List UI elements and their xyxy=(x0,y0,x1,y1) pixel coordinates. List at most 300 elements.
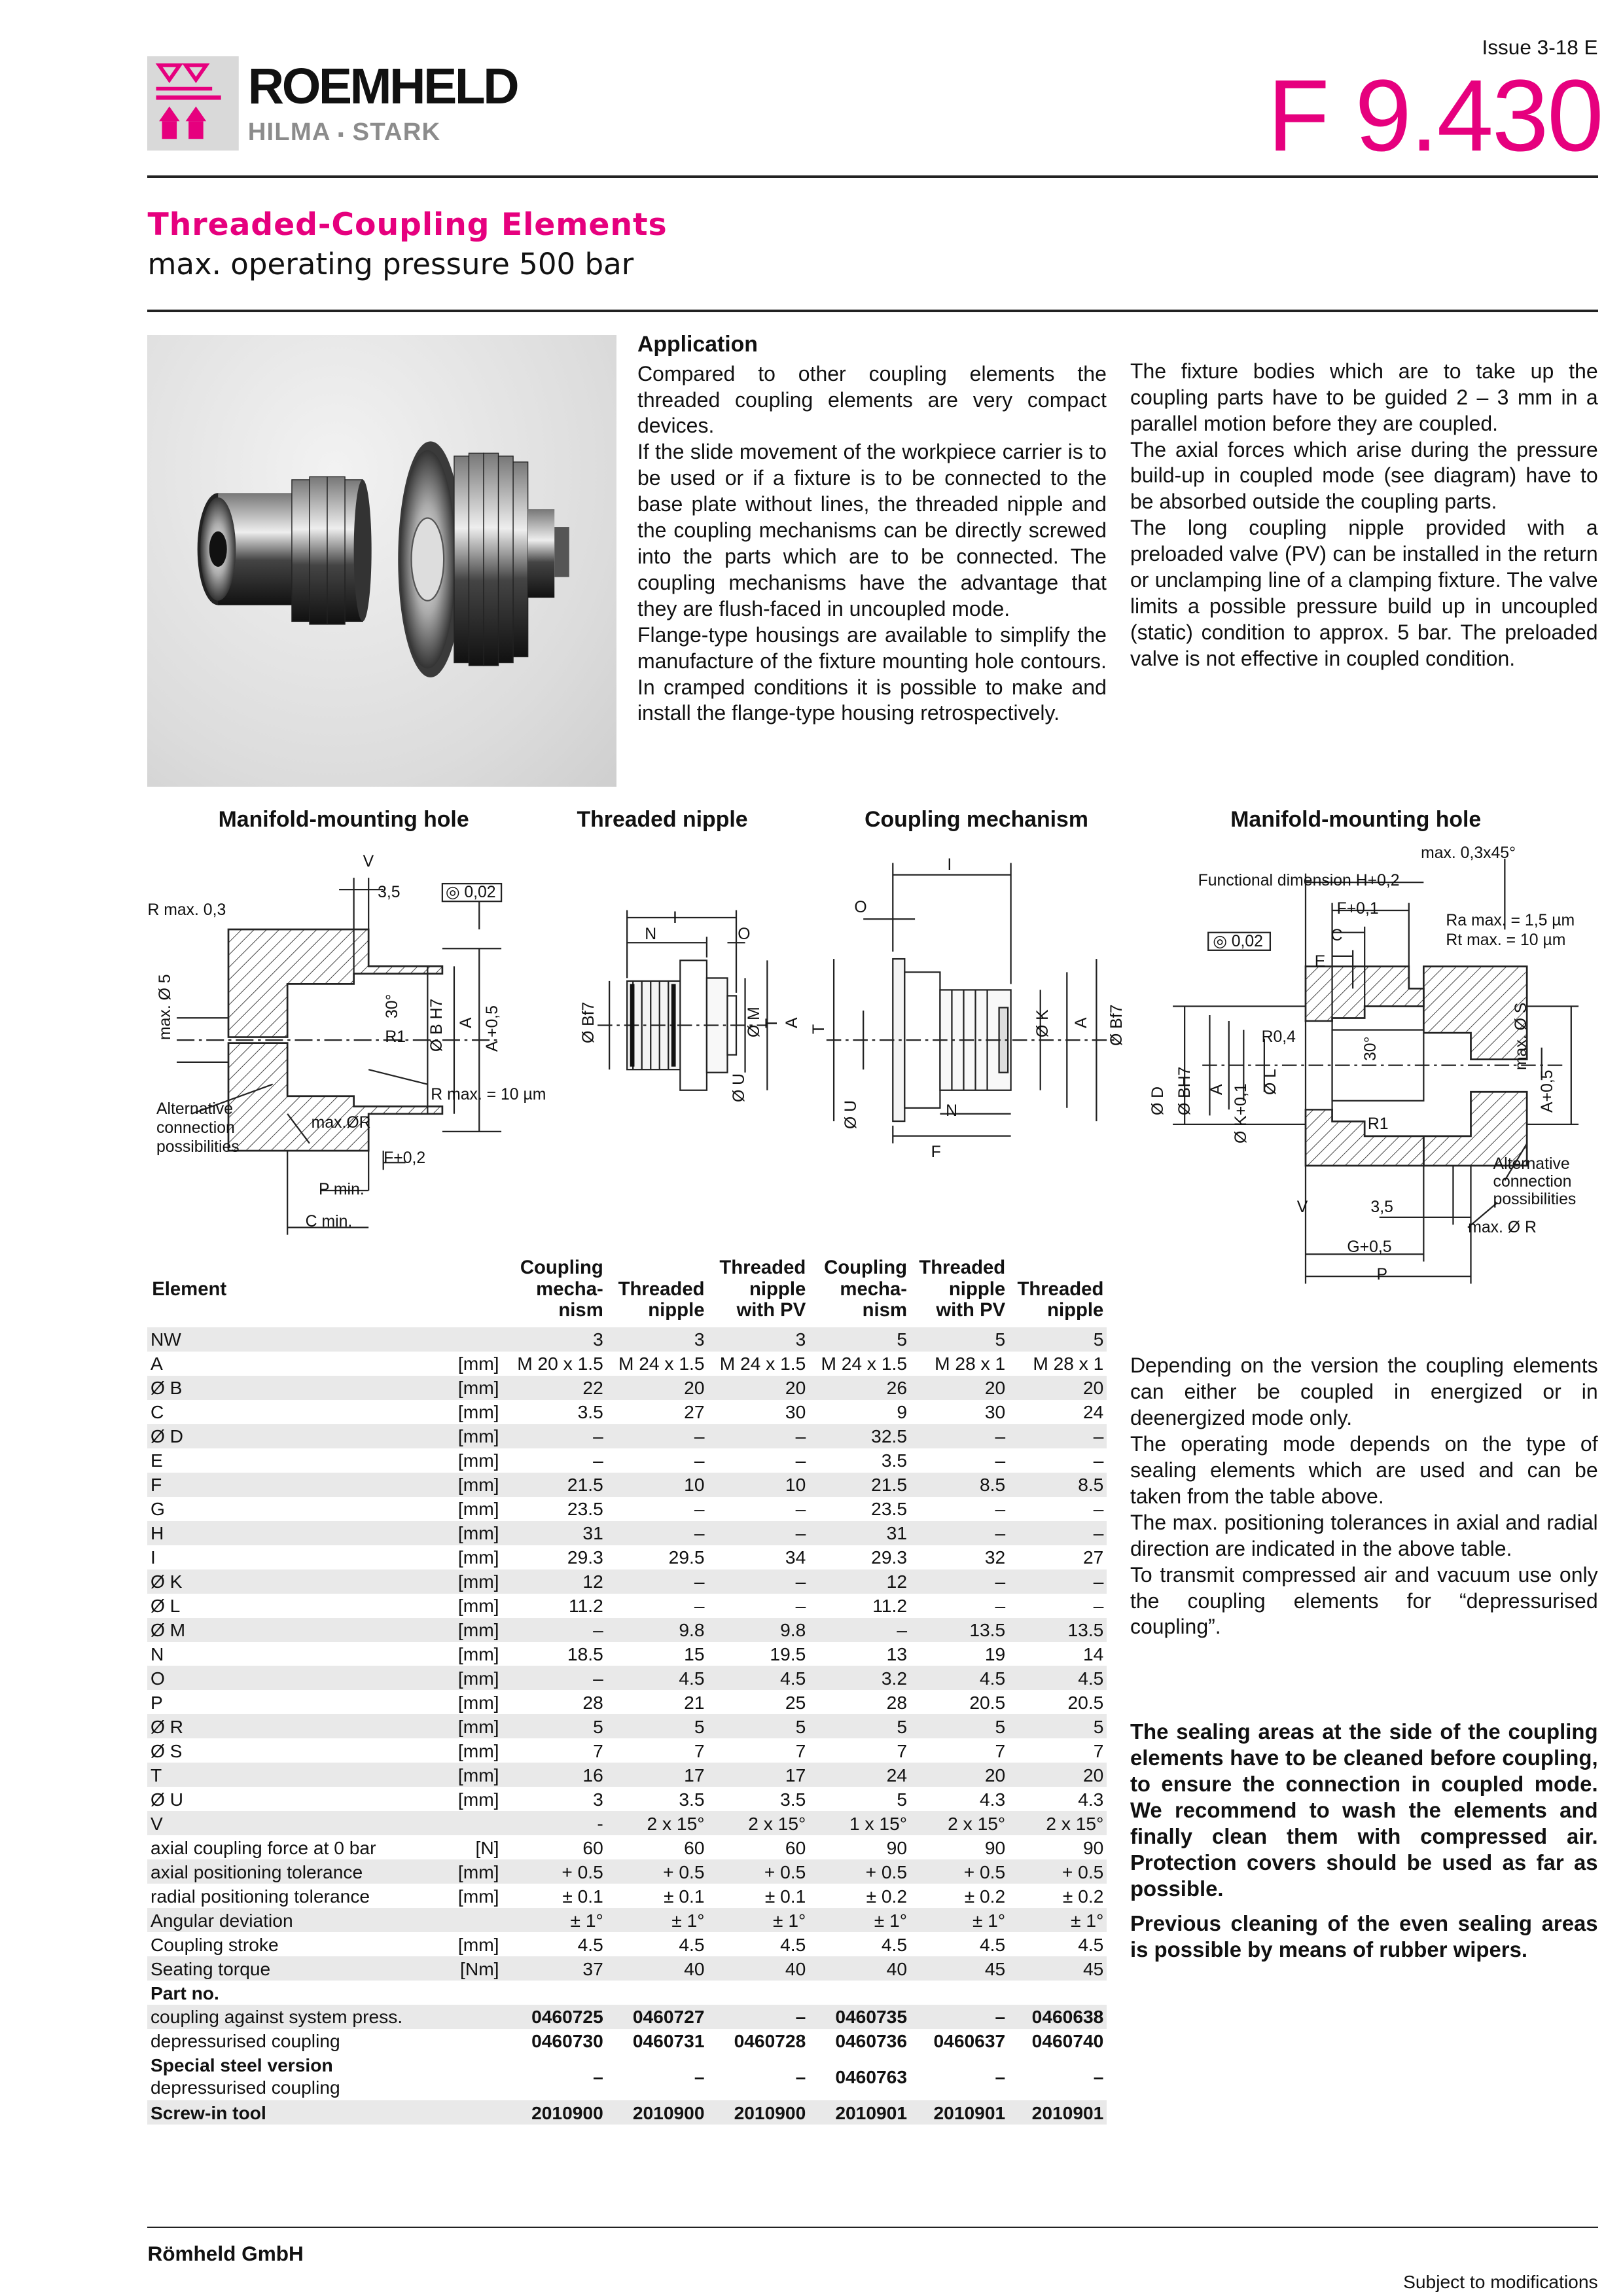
dim-e: E xyxy=(1314,953,1326,971)
table-cell: – xyxy=(606,1424,707,1448)
table-row xyxy=(147,1835,1106,1859)
table-cell: – xyxy=(694,1450,705,1471)
table-cell: 23.5 xyxy=(567,1498,603,1520)
dim-a: A xyxy=(457,1017,475,1029)
row-label: axial positioning tolerance xyxy=(147,1859,441,1884)
row-label: radial positioning tolerance xyxy=(150,1885,370,1907)
table-cell: 34 xyxy=(785,1547,806,1568)
table-row xyxy=(147,1811,1106,1835)
ra-max-label: Ra max. = 1,5 µm xyxy=(1446,912,1575,930)
dim-max-r: max.ØR xyxy=(311,1114,371,1132)
row-unit: [mm] xyxy=(457,1595,499,1616)
dim-d: Ø D xyxy=(1149,1086,1168,1116)
dim-n: N xyxy=(946,1102,958,1121)
table-cell: 22 xyxy=(505,1376,607,1400)
special-steel-sub: depressurised coupling xyxy=(150,2077,340,2098)
part-number-cell: 0460740 xyxy=(1031,2030,1104,2052)
tool-number-cell: 2010901 xyxy=(1008,2100,1107,2125)
table-cell: 31 xyxy=(505,1521,607,1545)
table-cell: – xyxy=(1008,1521,1107,1545)
table-cell: 27 xyxy=(684,1401,705,1423)
drawing-coupling-mechanism xyxy=(804,848,1144,1173)
dim-u: Ø U xyxy=(842,1100,861,1129)
table-row xyxy=(147,1690,1106,1714)
footer-company: Römheld GmbH xyxy=(147,2241,304,2265)
table-cell: – xyxy=(910,1521,1008,1545)
row-label: Ø K xyxy=(147,1570,441,1594)
dim-r1: R1 xyxy=(385,1028,406,1047)
table-cell: 45 xyxy=(1008,1956,1107,1981)
table-cell: 28 xyxy=(886,1691,908,1713)
row-label: O xyxy=(147,1666,441,1690)
table-cell: ± 0.2 xyxy=(1062,1885,1104,1907)
application-column-1 xyxy=(637,332,1107,726)
side-paragraph: The operating mode depends on the type of sealing elements which are used and can be taken from the table above. xyxy=(1130,1432,1598,1508)
part-number-cell: 0460728 xyxy=(734,2030,806,2052)
table-cell: – xyxy=(505,1618,607,1642)
logo xyxy=(147,56,590,151)
table-row xyxy=(147,1448,1106,1473)
row-unit: [mm] xyxy=(442,1473,505,1497)
table-cell: ± 1° xyxy=(606,1908,707,1932)
table-cell: 26 xyxy=(809,1376,910,1400)
table-cell: M 28 x 1 xyxy=(935,1353,1006,1374)
table-cell: – xyxy=(505,1666,607,1690)
page-subtitle: max. operating pressure 500 bar xyxy=(147,246,634,281)
part-number-cell: 0460730 xyxy=(531,2030,603,2052)
table-cell: – xyxy=(694,1595,705,1616)
row-unit: [mm] xyxy=(442,1666,505,1690)
table-cell: 20 xyxy=(910,1376,1008,1400)
row-unit: [mm] xyxy=(457,1498,499,1520)
dim-o: O xyxy=(738,925,751,943)
table-cell: – xyxy=(809,1618,910,1642)
row-unit: [mm] xyxy=(442,1859,505,1884)
row-unit: [Nm] xyxy=(442,1956,505,1981)
part-number-cell: – xyxy=(593,2066,603,2087)
table-cell: 7 xyxy=(593,1740,603,1761)
table-cell: 2 x 15° xyxy=(1008,1811,1107,1835)
application-paragraph: The axial forces which arise during the pressure build-up in coupled mode (see diagram) have to be absorbed outside the coupling parts. xyxy=(1130,437,1598,514)
table-cell: 4.3 xyxy=(1078,1788,1104,1810)
dim-n: N xyxy=(645,925,657,943)
table-cell: M 20 x 1.5 xyxy=(517,1353,603,1374)
table-cell: 10 xyxy=(606,1473,707,1497)
table-cell: 29.3 xyxy=(567,1547,603,1568)
row-unit: [mm] xyxy=(457,1788,499,1810)
row-label: N xyxy=(150,1643,164,1664)
table-cell: ± 0.2 xyxy=(866,1885,908,1907)
table-cell: + 0.5 xyxy=(606,1859,707,1884)
brand-sub-stark: STARK xyxy=(352,118,441,147)
dim-a: A xyxy=(1073,1017,1090,1029)
table-cell: 4.5 xyxy=(1078,1933,1104,1955)
table-cell: 10 xyxy=(707,1473,809,1497)
table-cell: M 24 x 1.5 xyxy=(618,1353,705,1374)
dim-k-plus-0-1: Ø K+0,1 xyxy=(1232,1083,1250,1144)
table-cell: 40 xyxy=(606,1956,707,1981)
table-cell: 1 x 15° xyxy=(809,1811,910,1835)
row-label: depressurised coupling xyxy=(150,2030,340,2052)
table-cell: 21.5 xyxy=(809,1473,910,1497)
table-cell: 8.5 xyxy=(1008,1473,1107,1497)
table-cell: 2 x 15° xyxy=(707,1811,809,1835)
dim-i: I xyxy=(673,908,677,927)
table-cell: 3.5 xyxy=(780,1788,806,1810)
drawing-manifold-right xyxy=(1143,841,1601,1291)
table-cell: ± 1° xyxy=(1008,1908,1107,1932)
table-cell: 3.5 xyxy=(679,1788,705,1810)
table-cell: ± 1° xyxy=(809,1908,910,1932)
table-cell: ± 1° xyxy=(505,1908,607,1932)
brand-subline xyxy=(248,118,441,147)
spec-table-body xyxy=(147,1327,1106,2125)
part-number-cell: – xyxy=(707,2005,809,2029)
row-label xyxy=(147,2053,505,2100)
table-row xyxy=(147,1327,1106,1352)
table-cell: 28 xyxy=(582,1691,603,1713)
tolerance-box: ◎ 0,02 xyxy=(445,884,496,902)
table-row xyxy=(147,2005,1106,2029)
table-cell: 9.8 xyxy=(707,1618,809,1642)
dim-k: Ø K xyxy=(1034,1009,1052,1037)
table-row xyxy=(147,1376,1106,1400)
table-cell: M 28 x 1 xyxy=(1033,1353,1104,1374)
table-row xyxy=(147,1618,1106,1642)
table-cell: 7 xyxy=(795,1740,806,1761)
dim-p: P xyxy=(1376,1266,1387,1284)
row-label: Ø L xyxy=(150,1595,181,1616)
dim-30-deg: 30° xyxy=(1361,1036,1380,1061)
dim-a-plus-0-5: A+0,5 xyxy=(1539,1069,1557,1113)
table-cell: – xyxy=(1093,1595,1104,1616)
table-cell: ± 1° xyxy=(707,1908,809,1932)
table-cell: 5 xyxy=(809,1327,910,1352)
dim-i: I xyxy=(947,855,952,874)
row-unit: [mm] xyxy=(457,1885,499,1907)
table-cell: 60 xyxy=(582,1837,603,1858)
part-number-cell: – xyxy=(1093,2066,1104,2087)
row-unit: [mm] xyxy=(442,1521,505,1545)
table-cell: + 0.5 xyxy=(910,1859,1008,1884)
dim-r-max-10: R max. = 10 µm xyxy=(431,1086,546,1104)
row-unit xyxy=(442,1811,505,1835)
table-cell: 13 xyxy=(886,1643,908,1664)
table-cell: 20 xyxy=(1008,1763,1107,1787)
side-paragraph: The max. positioning tolerances in axial and radial direction are indicated in the above table. xyxy=(1130,1510,1598,1560)
table-cell: 31 xyxy=(809,1521,910,1545)
table-cell: 20 xyxy=(910,1763,1008,1787)
table-cell: 12 xyxy=(809,1570,910,1594)
table-row xyxy=(147,1594,1106,1618)
application-paragraph: The long coupling nipple provided with a preloaded valve (PV) can be installed in the return or unclamping line of a clamping fixture. The valve limits a possible pressure build up in uncoupled (static) condition to approx. 5 bar. The preloaded valve is not effective in coupled condition. xyxy=(1130,516,1598,670)
drawing-threaded-nipple xyxy=(568,848,802,1143)
row-label: Seating torque xyxy=(147,1956,441,1981)
table-cell: 3 xyxy=(505,1327,607,1352)
part-number-cell: 0460763 xyxy=(835,2066,908,2087)
part-number-cell: 0460731 xyxy=(632,2030,705,2052)
tool-number-cell: 2010901 xyxy=(910,2100,1008,2125)
table-cell: 4.5 xyxy=(1008,1666,1107,1690)
dim-max-0-3x45: max. 0,3x45° xyxy=(1421,844,1516,862)
table-cell: 7 xyxy=(1093,1740,1104,1761)
row-label: G xyxy=(150,1498,165,1520)
part-number-cell: 0460735 xyxy=(809,2005,910,2029)
issue-label: Issue 3-18 E xyxy=(1482,35,1598,60)
table-cell: ± 0.1 xyxy=(764,1885,806,1907)
table-row xyxy=(147,1884,1106,1908)
table-header-row xyxy=(147,1257,1106,1327)
dim-max-diam-5: max. Ø 5 xyxy=(156,974,174,1041)
table-cell: 17 xyxy=(707,1763,809,1787)
dim-o: O xyxy=(854,898,867,916)
dim-c-min: C min. xyxy=(305,1213,353,1231)
table-row xyxy=(147,1352,1106,1376)
row-unit: [mm] xyxy=(442,1376,505,1400)
table-cell: – xyxy=(995,1450,1006,1471)
table-cell: 24 xyxy=(1083,1401,1104,1423)
row-label: T xyxy=(147,1763,441,1787)
table-cell: 90 xyxy=(1083,1837,1104,1858)
table-cell: 23.5 xyxy=(871,1498,908,1520)
table-cell: 13.5 xyxy=(910,1618,1008,1642)
table-row xyxy=(147,2100,1106,2125)
table-cell: – xyxy=(1093,1450,1104,1471)
rt-max-label: Rt max. = 10 µm xyxy=(1446,931,1566,949)
table-cell: 30 xyxy=(984,1401,1006,1423)
table-cell: 11.2 xyxy=(569,1595,603,1616)
dim-functional-h: Functional dimension H+0,2 xyxy=(1198,872,1400,890)
table-cell: – xyxy=(795,1450,806,1471)
table-cell: – xyxy=(593,1450,603,1471)
table-cell: 5 xyxy=(606,1714,707,1738)
row-unit: [mm] xyxy=(457,1450,499,1471)
table-row xyxy=(147,1642,1106,1666)
application-paragraph: Flange-type housings are available to simplify the manufacture of the fixture mounting hole contours. In cramped conditions it is possible to make and install the flange-type housing retrospectively. xyxy=(637,622,1107,725)
table-cell: 15 xyxy=(684,1643,705,1664)
table-cell: 24 xyxy=(809,1763,910,1787)
row-unit: [mm] xyxy=(457,1740,499,1761)
table-cell: 20 xyxy=(606,1376,707,1400)
application-heading: Application xyxy=(637,332,758,357)
table-row xyxy=(147,1738,1106,1763)
table-cell: 21.5 xyxy=(505,1473,607,1497)
table-cell: ± 0.1 xyxy=(664,1885,705,1907)
dim-t: T xyxy=(810,1024,828,1035)
table-cell: 5 xyxy=(809,1714,910,1738)
row-unit: [mm] xyxy=(442,1714,505,1738)
column-header: Threaded nipple with PV xyxy=(719,1256,806,1321)
table-cell: – xyxy=(995,1595,1006,1616)
table-cell: 19 xyxy=(984,1643,1006,1664)
table-cell: + 0.5 xyxy=(1008,1859,1107,1884)
dim-b-f7: Ø Bf7 xyxy=(580,1001,597,1043)
dim-a: A xyxy=(1208,1084,1226,1095)
row-label: Ø B xyxy=(147,1376,441,1400)
table-cell: 40 xyxy=(707,1956,809,1981)
table-cell: 11.2 xyxy=(872,1595,908,1616)
table-cell: 5 xyxy=(910,1327,1008,1352)
row-label: Ø D xyxy=(147,1424,441,1448)
dim-l: Ø L xyxy=(1261,1068,1279,1095)
table-row xyxy=(147,1424,1106,1448)
row-label: Angular deviation xyxy=(147,1908,441,1932)
row-unit: [N] xyxy=(475,1837,499,1858)
drawing-heading-manifold-right: Manifold-mounting hole xyxy=(1230,807,1482,833)
product-photo xyxy=(147,335,616,787)
row-label: Coupling stroke xyxy=(150,1933,279,1955)
dim-max-s: max. Ø S xyxy=(1512,1002,1530,1070)
table-cell: ± 0.2 xyxy=(964,1885,1006,1907)
table-cell: 20.5 xyxy=(1067,1691,1104,1713)
table-cell: 4.3 xyxy=(980,1788,1006,1810)
table-cell: 5 xyxy=(707,1714,809,1738)
table-cell: 16 xyxy=(505,1763,607,1787)
table-row xyxy=(147,1763,1106,1787)
row-label: V xyxy=(147,1811,441,1835)
table-cell: 32.5 xyxy=(809,1424,910,1448)
table-row xyxy=(147,2029,1106,2053)
table-cell: 3 xyxy=(707,1327,809,1352)
part-number-cell: 0460736 xyxy=(835,2030,908,2052)
dim-a: A xyxy=(783,1017,802,1029)
part-number-cell: – xyxy=(910,2005,1008,2029)
table-cell: 20.5 xyxy=(969,1691,1006,1713)
part-number-cell: 0460638 xyxy=(1008,2005,1107,2029)
table-cell: 29.3 xyxy=(871,1547,908,1568)
row-label: NW xyxy=(147,1327,441,1352)
dim-f-plus-0-2: F+0,2 xyxy=(383,1149,426,1168)
side-paragraph: Depending on the version the coupling elements can either be coupled in energized or in deenergized mode only. xyxy=(1130,1354,1598,1430)
table-row xyxy=(147,1714,1106,1738)
dim-r-max-0-3: R max. 0,3 xyxy=(147,901,226,920)
dim-r1: R1 xyxy=(1367,1115,1389,1134)
table-cell: 20 xyxy=(1008,1376,1107,1400)
table-cell: – xyxy=(1008,1424,1107,1448)
tool-number-cell: 2010900 xyxy=(505,2100,607,2125)
table-cell: 4.5 xyxy=(679,1933,705,1955)
table-cell: 5 xyxy=(505,1714,607,1738)
table-cell: 3.5 xyxy=(881,1450,908,1471)
row-unit: [mm] xyxy=(442,1570,505,1594)
table-cell: – xyxy=(995,1498,1006,1520)
table-row xyxy=(147,1859,1106,1884)
table-cell: 9 xyxy=(897,1401,908,1423)
row-unit: [mm] xyxy=(457,1933,499,1955)
table-cell: – xyxy=(707,1521,809,1545)
roemheld-logo-icon xyxy=(147,56,239,151)
table-row xyxy=(147,1956,1106,1981)
row-label: I xyxy=(150,1547,156,1568)
table-cell: 21 xyxy=(684,1691,705,1713)
dim-3-5: 3,5 xyxy=(1370,1198,1393,1216)
row-unit: [mm] xyxy=(457,1547,499,1568)
table-cell: 4.5 xyxy=(881,1933,908,1955)
dim-r0-4: R0,4 xyxy=(1261,1028,1296,1047)
table-cell: M 24 x 1.5 xyxy=(821,1353,908,1374)
dim-c: C xyxy=(1330,926,1343,944)
row-unit: [mm] xyxy=(442,1763,505,1787)
row-label: Screw-in tool xyxy=(147,2100,505,2125)
table-cell: 4.5 xyxy=(606,1666,707,1690)
column-header: Coupling mecha- nism xyxy=(824,1256,908,1321)
table-cell: 5 xyxy=(910,1714,1008,1738)
table-cell: – xyxy=(606,1521,707,1545)
footer-divider xyxy=(147,2227,1597,2228)
brand-sub-hilma: HILMA xyxy=(247,118,330,147)
table-cell: 2 x 15° xyxy=(910,1811,1008,1835)
table-cell: 32 xyxy=(984,1547,1006,1568)
column-header: Threaded nipple xyxy=(1017,1278,1104,1321)
application-paragraph: Compared to other coupling elements the threaded coupling elements are very compact devices. xyxy=(637,361,1107,438)
row-label: C xyxy=(150,1401,164,1423)
part-number-cell: 0460727 xyxy=(606,2005,707,2029)
title-divider xyxy=(147,310,1597,312)
table-cell: M 24 x 1.5 xyxy=(719,1353,806,1374)
table-cell: 7 xyxy=(694,1740,705,1761)
drawing-heading-manifold-left: Manifold-mounting hole xyxy=(218,807,469,833)
table-cell: – xyxy=(707,1424,809,1448)
table-cell: 17 xyxy=(606,1763,707,1787)
dim-f-plus-0-1: F+0,1 xyxy=(1336,900,1379,918)
table-cell: 3 xyxy=(606,1327,707,1352)
footer-note: Subject to modifications xyxy=(1403,2270,1598,2292)
table-cell: 4.5 xyxy=(577,1933,603,1955)
table-cell: 20 xyxy=(707,1376,809,1400)
row-unit xyxy=(442,1908,505,1932)
row-label: H xyxy=(147,1521,441,1545)
row-unit: [mm] xyxy=(457,1353,499,1374)
table-cell: – xyxy=(505,1424,607,1448)
row-unit xyxy=(442,1327,505,1352)
table-cell: 5 xyxy=(897,1788,908,1810)
tool-number-cell: 2010900 xyxy=(606,2100,707,2125)
table-cell: – xyxy=(707,1570,809,1594)
dim-g-plus-0-5: G+0,5 xyxy=(1347,1238,1392,1256)
header-divider xyxy=(147,175,1597,177)
part-number-cell: – xyxy=(995,2066,1006,2087)
document-number: F 9.430 xyxy=(1267,58,1603,173)
table-row xyxy=(147,1473,1106,1497)
table-cell: – xyxy=(795,1498,806,1520)
part-number-cell: 0460637 xyxy=(933,2030,1006,2052)
table-cell: – xyxy=(910,1570,1008,1594)
spec-table xyxy=(147,1257,1106,2125)
dim-u: Ø U xyxy=(730,1073,748,1103)
dim-max-r: max. Ø R xyxy=(1468,1219,1537,1237)
alt-connection-label: Alternative connection possibilities xyxy=(156,1100,240,1157)
table-row xyxy=(147,1787,1106,1811)
dim-b-h7: Ø B H7 xyxy=(427,999,446,1052)
table-cell: 7 xyxy=(897,1740,908,1761)
element-header: Element xyxy=(152,1278,227,1300)
table-cell: 3 xyxy=(593,1788,603,1810)
table-row xyxy=(147,1666,1106,1690)
dim-v: V xyxy=(1296,1198,1308,1216)
part-no-heading: Part no. xyxy=(150,1982,219,2003)
dim-30-deg: 30° xyxy=(383,994,402,1018)
cleaning-paragraph: The sealing areas at the side of the coupling elements have to be cleaned before coupling, to ensure the connection in coupled mode. We recommend to wash the elements and finally clean them with compressed air. Protection covers should be used as far as possible. xyxy=(1130,1719,1598,1901)
table-cell: 2 x 15° xyxy=(606,1811,707,1835)
column-header: Threaded nipple xyxy=(618,1278,705,1321)
table-cell: 30 xyxy=(785,1401,806,1423)
table-cell: 8.5 xyxy=(910,1473,1008,1497)
tool-number-cell: 2010900 xyxy=(707,2100,809,2125)
row-label: E xyxy=(150,1450,163,1471)
dim-p-min: P min. xyxy=(318,1180,365,1198)
table-cell: 4.5 xyxy=(780,1933,806,1955)
part-number-cell: – xyxy=(795,2066,806,2087)
